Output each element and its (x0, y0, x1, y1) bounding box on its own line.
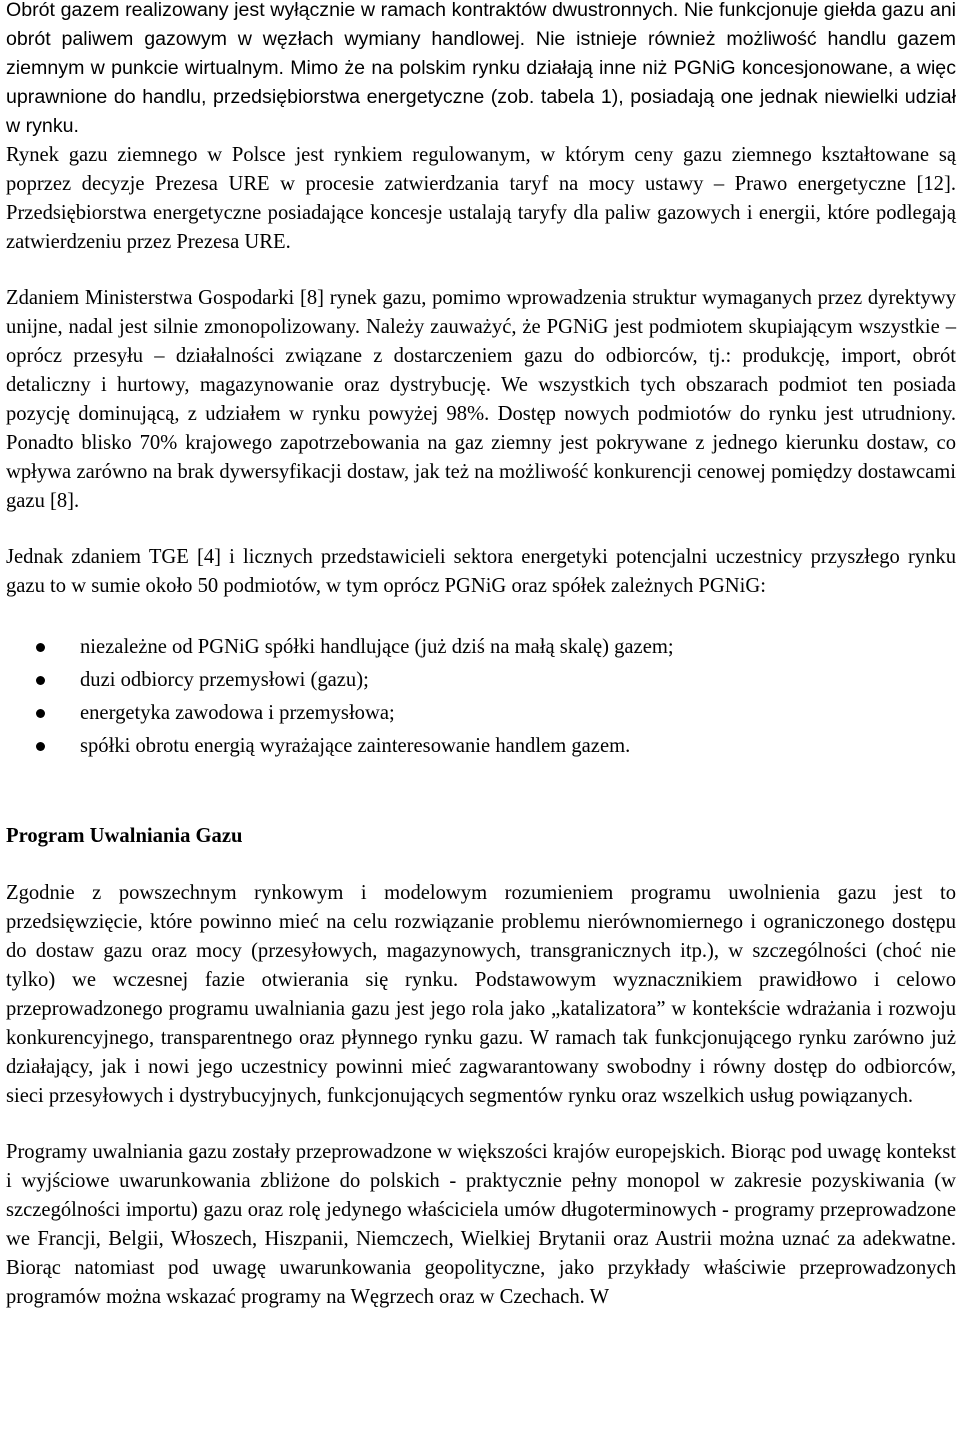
list-item-text: spółki obrotu energią wyrażające zainteresowanie handlem gazem. (80, 735, 631, 757)
bullet-list-participants (6, 631, 956, 763)
paragraph-ministry-opinion: Zdaniem Ministerstwa Gospodarki [8] rynek gazu, pomimo wprowadzenia struktur wymaganych przez dyrektywy unijne, nadal jest silnie zmonopolizowany. Należy zauważyć, że PGNiG jest podmiotem skupiającym wszystkie – oprócz przesyłu – działalności związane z dostarczeniem gazu do odbiorców, tj.: produkcję, import, obrót detaliczny i hurtowy, magazynowanie oraz dystrybucję. We wszystkich tych obszarach podmiot ten posiada pozycję dominującą, z udziałem w rynku powyżej 98%. Dostęp nowych podmiotów do rynku jest utrudniony. Ponadto blisko 70% krajowego zapotrzebowania na gaz ziemny jest pokrywane z jednego kierunku dostaw, co wpływa zarówno na brak dywersyfikacji dostaw, jak też na możliwość konkurencji cenowej pomiędzy dostawcami gazu [8]. (6, 287, 956, 512)
paragraph-intro-sans: Obrót gazem realizowany jest wyłącznie w ramach kontraktów dwustronnych. Nie funkcjonuje giełda gazu ani obrót paliwem gazowym w węzłach wymiany handlowej. Nie istnieje również możliwość handlu gazem ziemnym w punkcie wirtualnym. Mimo że na polskim rynku działają inne niż PGNiG koncesjonowane, a więc uprawnione do handlu, przedsiębiorstwa energetyczne (zob. tabela 1), posiadają one jednak niewielki udział w rynku. (6, 0, 956, 137)
paragraph-tge-participants: Jednak zdaniem TGE [4] i licznych przedstawicieli sektora energetyki potencjalni uczestnicy przyszłego rynku gazu to w sumie około 50 podmiotów, w tym oprócz PGNiG oraz spółek zależnych PGNiG: (6, 546, 956, 597)
list-item (6, 631, 956, 664)
bullet-icon (36, 676, 45, 685)
list-item-text: duzi odbiorcy przemysłowi (gazu); (80, 669, 369, 691)
bullet-icon (36, 709, 45, 718)
list-item-text: niezależne od PGNiG spółki handlujące (już dziś na małą skalę) gazem; (80, 636, 674, 658)
bullet-icon (36, 742, 45, 751)
list-item (6, 664, 956, 697)
bullet-icon (36, 643, 45, 652)
paragraph-gas-release-definition: Zgodnie z powszechnym rynkowym i modelowym rozumieniem programu uwolnienia gazu jest to przedsięwzięcie, które powinno mieć na celu rozwiązanie problemu nierównomiernego i ograniczonego dostępu do dostaw gazu oraz mocy (przesyłowych, magazynowych, transgranicznych itp.), w szczególności (choć nie tylko) we wczesnej fazie otwierania się rynku. Podstawowym wyznacznikiem prawidłowo i celowo przeprowadzonego programu uwalniania gazu jest jego rola jako „katalizatora” w kontekście wdrażania i rozwoju konkurencyjnego, transparentnego oraz płynnego rynku gazu. W ramach tak funkcjonującego rynku zarówno już działający, jak i nowi jego uczestnicy powinni mieć zagwarantowany swobodny i równy dostęp do odbiorców, sieci przesyłowych i dystrybucyjnych, funkcjonujących segmentów rynku oraz wszelkich usług powiązanych. (6, 882, 956, 1107)
paragraph-regulated-market: Rynek gazu ziemnego w Polsce jest rynkiem regulowanym, w którym ceny gazu ziemnego kształtowane są poprzez decyzje Prezesa URE w procesie zatwierdzania taryf na mocy ustawy – Prawo energetyczne [12]. Przedsiębiorstwa energetyczne posiadające koncesje ustalają taryfy dla paliw gazowych i energii, które podlegają zatwierdzeniu przez Prezesa URE. (6, 144, 956, 253)
list-item (6, 697, 956, 730)
list-item (6, 730, 956, 763)
section-heading: Program Uwalniania Gazu (6, 825, 243, 847)
document-page (6, 0, 956, 1312)
list-item-text: energetyka zawodowa i przemysłowa; (80, 702, 395, 724)
paragraph-gas-release-programs: Programy uwalniania gazu zostały przeprowadzone w większości krajów europejskich. Biorąc pod uwagę kontekst i wyjściowe uwarunkowania zbliżone do polskich - praktycznie pełny monopol w zakresie pozyskiwania (w szczególności importu) gazu oraz rolę jedynego właściciela umów długoterminowych - programy przeprowadzone we Francji, Belgii, Włoszech, Hiszpanii, Niemczech, Wielkiej Brytanii oraz Austrii można uznać za adekwatne. Biorąc natomiast pod uwagę uwarunkowania geopolityczne, jako przykłady właściwie przeprowadzonych programów można wskazać programy na Węgrzech oraz w Czechach. W (6, 1141, 956, 1308)
